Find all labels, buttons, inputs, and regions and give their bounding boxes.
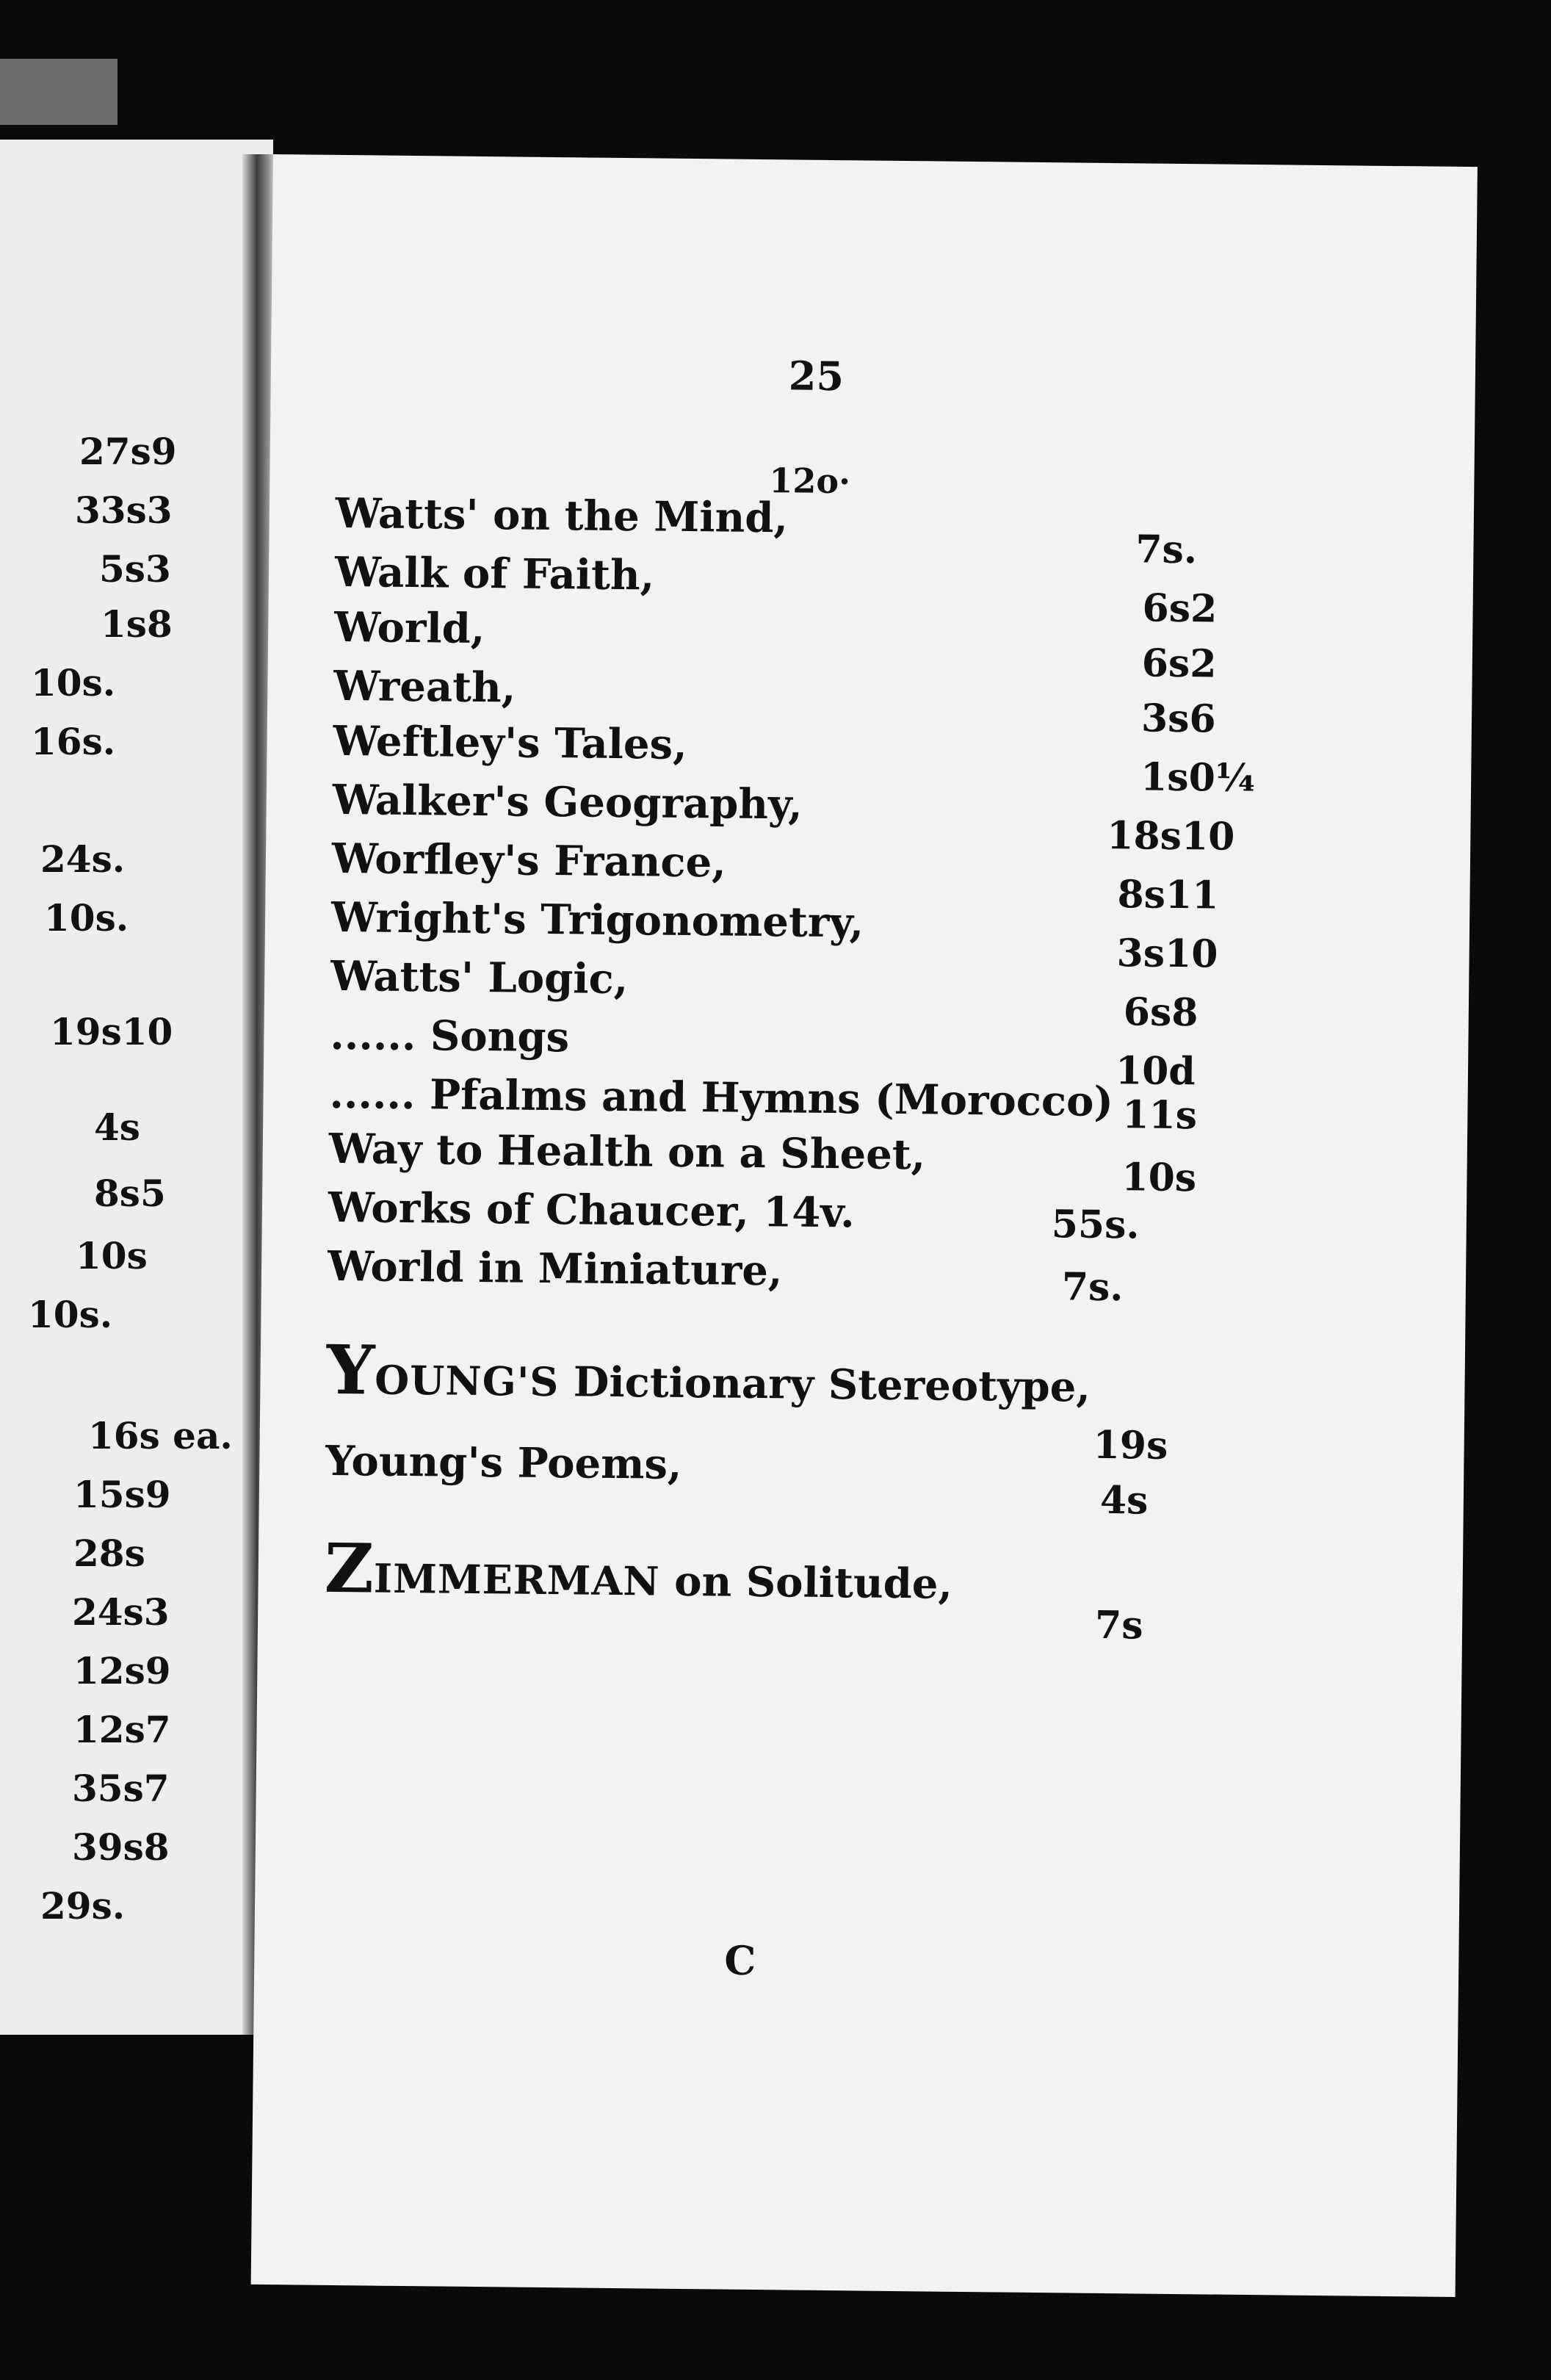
entry-title: [324, 1529, 952, 1615]
left-price: 10s.: [44, 896, 129, 940]
entry-price: 1s0¼: [1140, 754, 1256, 801]
left-price: 35s7: [72, 1767, 170, 1810]
drop-initial: Y: [326, 1330, 375, 1410]
entry-title: Way to Health on a Sheet,: [328, 1124, 926, 1180]
entry-price: 7s: [1094, 1602, 1143, 1648]
entry-title-caps: OUNG'S: [374, 1356, 560, 1406]
left-price: 27s9: [79, 430, 177, 473]
entry-title: Watts' on the Mind,: [335, 488, 789, 543]
entry-title: Weftley's Tales,: [333, 716, 688, 769]
page-number: 25: [788, 352, 845, 400]
left-price: 12s7: [73, 1708, 171, 1751]
format-heading: 12o·: [769, 461, 851, 502]
left-price: 16s.: [31, 720, 116, 763]
entry-price: 4s: [1099, 1477, 1149, 1523]
entry-price: 3s10: [1116, 931, 1218, 977]
drop-initial: Z: [324, 1528, 375, 1609]
entry-title-rest: Dictionary Stereotype,: [559, 1357, 1091, 1412]
left-price: 10s: [76, 1234, 148, 1277]
left-page: [0, 140, 273, 2035]
left-price: 19s10: [50, 1010, 173, 1053]
entry-title: Wreath,: [333, 661, 516, 713]
left-price: 8s5: [94, 1172, 166, 1215]
entry-price: 6s2: [1141, 641, 1217, 687]
left-price: 29s.: [40, 1884, 126, 1928]
entry-title: World in Miniature,: [327, 1241, 783, 1296]
entry-title: ...... Pfalms and Hymns (Morocco): [329, 1069, 1114, 1127]
entry-price: 8s11: [1117, 872, 1219, 918]
entry-title: Wright's Trigonometry,: [330, 892, 864, 948]
entry-price: 7s.: [1061, 1264, 1124, 1310]
entry-price: 6s8: [1123, 989, 1198, 1036]
entry-title: ...... Songs: [330, 1010, 570, 1062]
entry-title: Walk of Faith,: [334, 547, 655, 600]
left-price: 16s ea.: [88, 1414, 233, 1457]
entry-price: 55s.: [1051, 1202, 1140, 1248]
left-price: 28s: [73, 1532, 145, 1575]
entry-title: World,: [333, 602, 485, 654]
entry-price: 18s10: [1107, 812, 1235, 859]
left-price: 24s.: [40, 837, 126, 881]
entry-title: Works of Chaucer, 14v.: [328, 1183, 856, 1238]
entry-title-caps: IMMERMAN: [373, 1554, 661, 1605]
entry-title: Watts' Logic,: [330, 951, 629, 1004]
entry-title: Walker's Geography,: [332, 775, 803, 829]
left-price: 5s3: [99, 547, 171, 591]
entry-price: 3s6: [1140, 696, 1216, 742]
left-price: 10s.: [28, 1293, 113, 1336]
entry-title: Worfley's France,: [331, 834, 727, 887]
entry-price: 7s.: [1135, 527, 1198, 573]
left-price: 15s9: [73, 1473, 171, 1516]
entry-price: 19s: [1093, 1422, 1168, 1468]
entry-title: [326, 1330, 1091, 1418]
left-price: 4s: [94, 1106, 140, 1149]
entry-title-rest: on Solitude,: [659, 1557, 953, 1609]
entry-price: 10d: [1115, 1048, 1196, 1095]
left-price: 10s.: [31, 661, 116, 704]
left-price: 24s3: [72, 1590, 170, 1634]
left-price: 12s9: [73, 1649, 171, 1692]
entry-title: Young's Poems,: [325, 1436, 682, 1489]
entry-price: 6s2: [1142, 585, 1218, 632]
entry-price: 11s: [1122, 1092, 1198, 1139]
left-price: 39s8: [72, 1825, 170, 1869]
right-page: [251, 154, 1478, 2297]
signature-mark: C: [723, 1936, 756, 1985]
entry-price: 10s: [1121, 1155, 1197, 1201]
left-price: 33s3: [75, 488, 173, 532]
book-tab-strip: [0, 59, 118, 125]
left-price: 1s8: [101, 602, 173, 646]
